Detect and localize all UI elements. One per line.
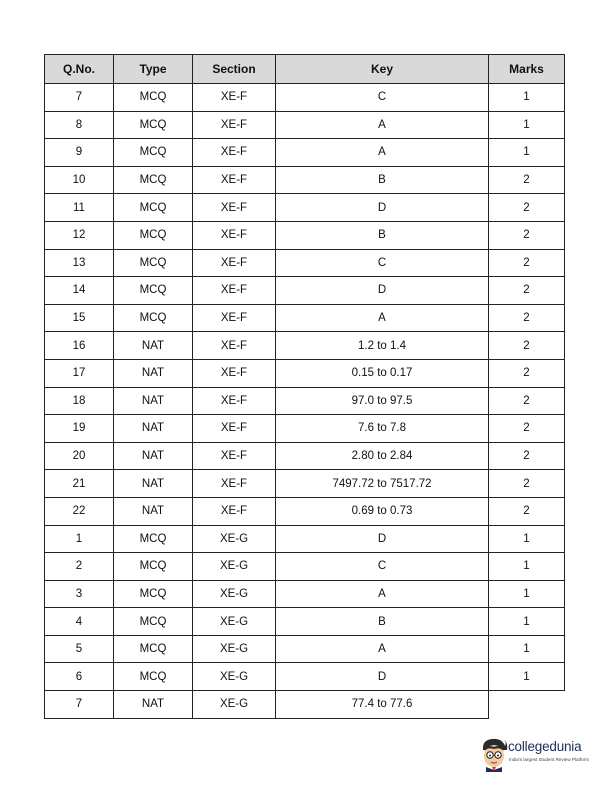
marks-cell: 2 bbox=[489, 221, 565, 249]
marks-cell: 1 bbox=[489, 635, 565, 663]
section-cell: XE-F bbox=[193, 387, 276, 415]
table-row bbox=[45, 415, 565, 443]
type-cell: MCQ bbox=[114, 277, 193, 305]
type-cell: NAT bbox=[114, 691, 193, 719]
section-cell: XE-F bbox=[193, 139, 276, 167]
key-cell: D bbox=[276, 525, 489, 553]
type-cell: NAT bbox=[114, 470, 193, 498]
section-cell: XE-G bbox=[193, 580, 276, 608]
marks-cell: 1 bbox=[489, 663, 565, 691]
key-cell: D bbox=[276, 194, 489, 222]
qno-cell: 5 bbox=[45, 635, 114, 663]
marks-cell: 2 bbox=[489, 194, 565, 222]
section-cell: XE-F bbox=[193, 332, 276, 360]
key-cell: C bbox=[276, 249, 489, 277]
marks-cell: 1 bbox=[489, 525, 565, 553]
table-row bbox=[45, 332, 565, 360]
qno-cell: 2 bbox=[45, 553, 114, 581]
qno-cell: 8 bbox=[45, 111, 114, 139]
section-cell: XE-F bbox=[193, 359, 276, 387]
qno-cell: 18 bbox=[45, 387, 114, 415]
section-cell: XE-F bbox=[193, 194, 276, 222]
marks-cell: 1 bbox=[489, 84, 565, 112]
type-cell: MCQ bbox=[114, 221, 193, 249]
table-row bbox=[45, 359, 565, 387]
marks-cell: 2 bbox=[489, 470, 565, 498]
table-row bbox=[45, 663, 565, 691]
section-cell: XE-F bbox=[193, 470, 276, 498]
qno-cell: 13 bbox=[45, 249, 114, 277]
table-row bbox=[45, 139, 565, 167]
type-cell: MCQ bbox=[114, 139, 193, 167]
marks-cell: 2 bbox=[489, 415, 565, 443]
key-cell: 7497.72 to 7517.72 bbox=[276, 470, 489, 498]
type-cell: MCQ bbox=[114, 111, 193, 139]
section-cell: XE-F bbox=[193, 111, 276, 139]
marks-cell bbox=[489, 691, 565, 719]
section-cell: XE-G bbox=[193, 608, 276, 636]
type-cell: MCQ bbox=[114, 553, 193, 581]
qno-cell: 17 bbox=[45, 359, 114, 387]
key-cell: 77.4 to 77.6 bbox=[276, 691, 489, 719]
logo-tagline: India's largest Student Review Platform bbox=[509, 757, 590, 762]
qno-cell: 21 bbox=[45, 470, 114, 498]
table-row bbox=[45, 442, 565, 470]
header-key: Key bbox=[276, 55, 489, 84]
table-row bbox=[45, 221, 565, 249]
key-cell: 1.2 to 1.4 bbox=[276, 332, 489, 360]
table-row bbox=[45, 635, 565, 663]
qno-cell: 10 bbox=[45, 166, 114, 194]
qno-cell: 7 bbox=[45, 84, 114, 112]
table-row bbox=[45, 691, 565, 719]
qno-cell: 11 bbox=[45, 194, 114, 222]
qno-cell: 22 bbox=[45, 497, 114, 525]
mascot-face-icon bbox=[478, 736, 510, 772]
key-cell: A bbox=[276, 139, 489, 167]
key-cell: C bbox=[276, 84, 489, 112]
type-cell: NAT bbox=[114, 442, 193, 470]
qno-cell: 14 bbox=[45, 277, 114, 305]
header-marks: Marks bbox=[489, 55, 565, 84]
marks-cell: 1 bbox=[489, 553, 565, 581]
section-cell: XE-G bbox=[193, 663, 276, 691]
table-row bbox=[45, 194, 565, 222]
section-cell: XE-F bbox=[193, 415, 276, 443]
collegedunia-logo bbox=[478, 734, 606, 774]
marks-cell: 1 bbox=[489, 139, 565, 167]
marks-cell: 1 bbox=[489, 111, 565, 139]
table-body bbox=[45, 84, 565, 719]
qno-cell: 3 bbox=[45, 580, 114, 608]
table-row bbox=[45, 387, 565, 415]
qno-cell: 19 bbox=[45, 415, 114, 443]
section-cell: XE-G bbox=[193, 691, 276, 719]
section-cell: XE-F bbox=[193, 249, 276, 277]
qno-cell: 20 bbox=[45, 442, 114, 470]
marks-cell: 2 bbox=[489, 249, 565, 277]
marks-cell: 2 bbox=[489, 359, 565, 387]
logo-brand-text: collegedunia bbox=[508, 739, 582, 754]
section-cell: XE-F bbox=[193, 84, 276, 112]
type-cell: MCQ bbox=[114, 635, 193, 663]
key-cell: 0.69 to 0.73 bbox=[276, 497, 489, 525]
header-qno: Q.No. bbox=[45, 55, 114, 84]
section-cell: XE-F bbox=[193, 277, 276, 305]
marks-cell: 2 bbox=[489, 442, 565, 470]
key-cell: A bbox=[276, 580, 489, 608]
header-section: Section bbox=[193, 55, 276, 84]
table-row bbox=[45, 111, 565, 139]
answer-key-table bbox=[44, 54, 565, 719]
marks-cell: 2 bbox=[489, 304, 565, 332]
table-row bbox=[45, 470, 565, 498]
header-type: Type bbox=[114, 55, 193, 84]
table-row bbox=[45, 84, 565, 112]
key-cell: B bbox=[276, 221, 489, 249]
qno-cell: 4 bbox=[45, 608, 114, 636]
qno-cell: 1 bbox=[45, 525, 114, 553]
marks-cell: 1 bbox=[489, 608, 565, 636]
qno-cell: 7 bbox=[45, 691, 114, 719]
marks-cell: 2 bbox=[489, 387, 565, 415]
key-cell: B bbox=[276, 608, 489, 636]
type-cell: MCQ bbox=[114, 194, 193, 222]
type-cell: NAT bbox=[114, 415, 193, 443]
qno-cell: 12 bbox=[45, 221, 114, 249]
qno-cell: 15 bbox=[45, 304, 114, 332]
qno-cell: 6 bbox=[45, 663, 114, 691]
key-cell: D bbox=[276, 663, 489, 691]
table-row bbox=[45, 166, 565, 194]
section-cell: XE-F bbox=[193, 166, 276, 194]
key-cell: A bbox=[276, 304, 489, 332]
key-cell: 0.15 to 0.17 bbox=[276, 359, 489, 387]
qno-cell: 9 bbox=[45, 139, 114, 167]
type-cell: MCQ bbox=[114, 249, 193, 277]
type-cell: MCQ bbox=[114, 84, 193, 112]
type-cell: MCQ bbox=[114, 663, 193, 691]
key-cell: A bbox=[276, 111, 489, 139]
marks-cell: 2 bbox=[489, 277, 565, 305]
section-cell: XE-G bbox=[193, 635, 276, 663]
table-row bbox=[45, 497, 565, 525]
table-row bbox=[45, 304, 565, 332]
type-cell: NAT bbox=[114, 359, 193, 387]
table-row bbox=[45, 608, 565, 636]
type-cell: NAT bbox=[114, 497, 193, 525]
key-cell: B bbox=[276, 166, 489, 194]
table-row bbox=[45, 525, 565, 553]
marks-cell: 2 bbox=[489, 332, 565, 360]
qno-cell: 16 bbox=[45, 332, 114, 360]
section-cell: XE-F bbox=[193, 221, 276, 249]
table-row bbox=[45, 249, 565, 277]
type-cell: NAT bbox=[114, 332, 193, 360]
type-cell: MCQ bbox=[114, 525, 193, 553]
key-cell: 7.6 to 7.8 bbox=[276, 415, 489, 443]
table-row bbox=[45, 553, 565, 581]
table-header-row bbox=[45, 55, 565, 84]
key-cell: A bbox=[276, 635, 489, 663]
key-cell: 2.80 to 2.84 bbox=[276, 442, 489, 470]
marks-cell: 2 bbox=[489, 497, 565, 525]
type-cell: MCQ bbox=[114, 304, 193, 332]
marks-cell: 1 bbox=[489, 580, 565, 608]
type-cell: MCQ bbox=[114, 166, 193, 194]
key-cell: D bbox=[276, 277, 489, 305]
section-cell: XE-G bbox=[193, 553, 276, 581]
key-cell: 97.0 to 97.5 bbox=[276, 387, 489, 415]
marks-cell: 2 bbox=[489, 166, 565, 194]
table-row bbox=[45, 580, 565, 608]
table-row bbox=[45, 277, 565, 305]
section-cell: XE-G bbox=[193, 525, 276, 553]
section-cell: XE-F bbox=[193, 442, 276, 470]
type-cell: MCQ bbox=[114, 608, 193, 636]
type-cell: NAT bbox=[114, 387, 193, 415]
type-cell: MCQ bbox=[114, 580, 193, 608]
section-cell: XE-F bbox=[193, 304, 276, 332]
section-cell: XE-F bbox=[193, 497, 276, 525]
key-cell: C bbox=[276, 553, 489, 581]
